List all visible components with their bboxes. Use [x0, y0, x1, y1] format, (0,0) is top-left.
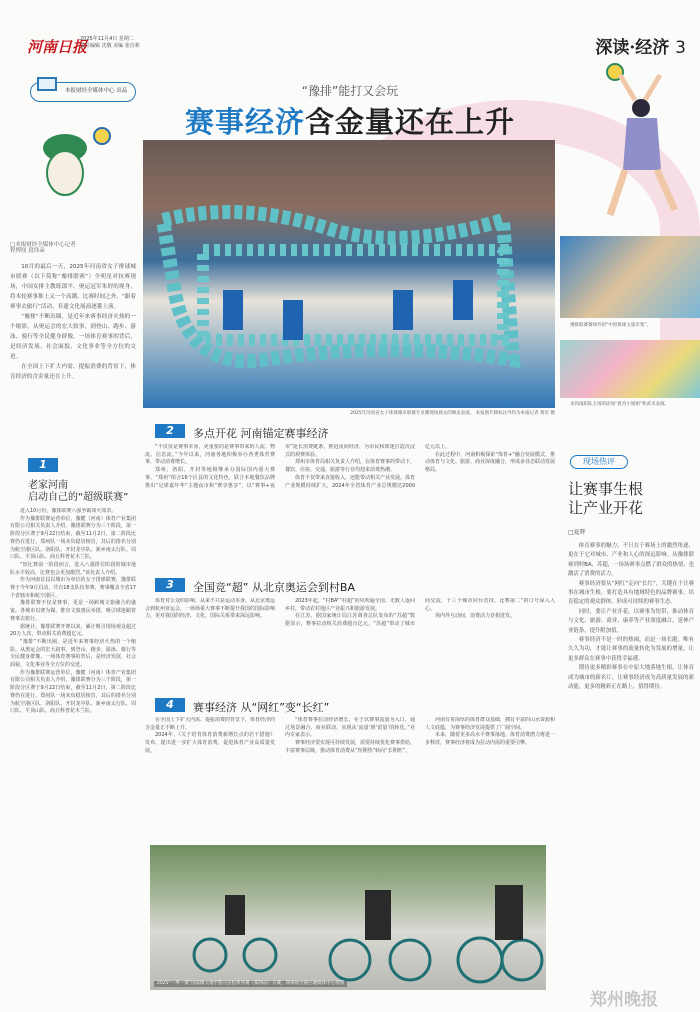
comment-heading [568, 480, 643, 518]
section-title [595, 33, 686, 58]
dragon-shape [143, 140, 555, 408]
section-1-badge: 1 [28, 458, 58, 472]
heading-line: 让产业开花 [568, 499, 644, 517]
paragraph: 在全国上下扩大内需、提振消费的背景下，体育经济的含金量还在上升。 [10, 364, 136, 380]
headline-blue: 赛事经济 [184, 105, 305, 139]
paragraph: 10月的最后一天，2025年河南省女子排球城市联赛（以下简称“豫排联赛”）全明星对抗赛现场，中国女排主教练郎平、奥运冠军朱婷的现身，将本轮赛事推上又一个高潮。比赛时间之外，“跟着赛事去旅行”活动、非遗文化展演逐番上演。 [10, 264, 136, 310]
paragraph: 2024年，《关于培育体育消费新增长点的若干措施》发布，提出进一步扩大体育消费，促进体育产业高质量发展。 [145, 732, 275, 754]
paragraph: 在此过程中，河南积极探索“体育+”融合发展模式，推动体育与文化、旅游、商业深度融合，形成多业态联动发展格局。 [425, 451, 555, 474]
editors: 责任编辑 沈敬 美编 张自莉 [80, 43, 140, 49]
paragraph: 河南有着深厚的体育群众基础，拥有丰富的山水资源和人文底蕴，为赛事经济发展提供了广阔空间。 [425, 717, 555, 731]
performance-photo [560, 340, 700, 398]
hot-comment-label: 现场热评 [570, 455, 628, 469]
paragraph: “不仅仅是赛事本身，更重要的是赛事带来的人流、物流、信息流。”今年以来，河南各地积极举办各类体育赛事，带动消费增长。 [145, 444, 275, 466]
paragraph: 场内外互动间，消费活力竞相迸发。 [435, 613, 516, 620]
subtitle: “豫排”能打又会玩 [301, 84, 399, 98]
paragraph: 体育不仅带来直接收入，还能带动相关产业发展。体育产业规模持续扩大，2024年全省体育产业总规模达2000亿元以上。 [285, 444, 451, 489]
paragraph: 未来，随着更多高水平赛事落地，体育消费潜力将进一步释放，赛事经济将成为拉动内需的重要引擎。 [425, 732, 555, 747]
paragraph: 在江苏，据国家统计局江苏调查总队发布的“苏超”数据显示，赛事拉动相关消费超百亿元，“苏超”带动了城市间交流，十三个城市同台竞技，比赛第二“的口号深入人心。 [285, 598, 555, 628]
paragraph: “体育赛事拉动经济增长，在于以赛事流量为入口，通过场景融合、商业联动，实现从‘流量’到‘留量’的转化。”业内专家表示。 [285, 717, 415, 739]
heading-line: 让赛事生根 [568, 480, 644, 498]
paragraph: 郑州市体育局相关负责人介绍，在体育赛事的带动下，餐饮、住宿、交通、旅游等行业均迎来消费热潮。 [285, 459, 416, 474]
masthead-info [80, 36, 140, 50]
section-4-text [145, 717, 555, 842]
newspaper-logo: 河南日报 [27, 38, 88, 56]
paragraph: 体育对公众的影响，从来不只是运动本身。从北京奥运会到杭州亚运会，一场场重大赛事不断提升我国的国际影响力，更对我国的经济、文化、国际关系带来深远影响。 [145, 598, 276, 620]
paragraph: “豫排”不断出圈，是近年来赛事经济火热的一个缩影。从奥运会的宏大叙事，到登山、跑步、游泳、骑行等全民健身群像，一场体育赛事的背后，是经济发展、社会面貌、文化事业等全方位的交迸。 [10, 638, 136, 669]
section-2-badge: 2 [155, 424, 185, 438]
photo1-caption: 豫排联赛赛场外的“中原排球文旅市集”。 [570, 323, 652, 328]
paragraph: 豫排联赛不仅是赛事，更是一场跨城文旅融合的盛宴。各城市以赛为媒，推出文旅惠民举措，吸引球迷跟着赛事去旅行。 [10, 600, 136, 622]
section-4-heading: 赛事经济 从“网红”变“长红” [193, 701, 330, 714]
paragraph: 进入10月份，豫排联赛八强争霸如火如荼。 [20, 508, 117, 514]
section-3-badge: 3 [155, 578, 185, 592]
comment-text [568, 542, 694, 982]
byline [10, 242, 76, 254]
intro-text [10, 262, 136, 447]
paragraph: 作为河南首届以城市为单位的女子排球联赛，豫排联赛于今年9月启动，共有18支队伍参赛，赛事覆盖全省17个省辖市和航空港区。 [10, 577, 136, 599]
comment-author: □夏辉 [568, 529, 586, 536]
photo2-caption: 来到南阳队主场的添加“唐宫小姐姐”和武术表演。 [570, 402, 670, 407]
section-1-text [10, 508, 136, 996]
paragraph: “短比赛前一阶段而言，进入八强排位阶段的城市地队水平较高，比赛也会更加激烈。”该负责人介绍。 [10, 561, 136, 576]
paragraph: 2023年起，“村BA”“村超”的风吹遍全国。无数人返回乡村，带动农村地区产业振兴和旅游发展。 [285, 598, 415, 612]
bike-photo-caption: 2025“一季一赛”国家级大地半程马拉松系列赛（郑州站）开赛。郑州航空港区融媒体中心供图 [154, 981, 347, 987]
issue-date: 2025年11月4日 星期二 [80, 36, 134, 42]
section-2-heading: 多点开花 河南锚定赛事经济 [193, 427, 329, 440]
section-2-text [145, 444, 555, 566]
section-4-badge: 4 [155, 698, 185, 712]
watermark: 郑州晚报 [590, 990, 658, 1010]
paragraph: 据统计，豫排联赛开赛以来，累计吸引现场观众超过20万人次，带动相关消费超亿元。 [10, 623, 136, 638]
paragraph: 在全国上下扩大内需、提振消费的背景下，体育经济的含金量正不断上升。 [145, 717, 276, 731]
heading-line: 启动自己的“超级联赛” [28, 492, 129, 503]
producer-label: 本报财经全媒体中心 出品 [65, 88, 128, 94]
heading-line: 老家河南 [28, 480, 68, 491]
page-number: 3 [675, 38, 686, 58]
headline-black: 含金量还在上升 [305, 105, 516, 139]
byline-names: 程博厘 段伟朵 [10, 248, 45, 254]
cyclists-shape [150, 845, 546, 990]
paragraph: 赛事经济要实现可持续发展，需要持续优化赛事供给，丰富赛事层级，推动体育消费从“短期热”转向“长期旺”。 [285, 740, 416, 754]
section-3-text [145, 598, 555, 684]
section-name: 深读·经济 [595, 38, 670, 58]
paragraph: 体育赛事的魅力，不只在于赛场上的激烈角逐，更在于它对城市、产业和人心的深远影响。从豫排联赛到村BA、苏超，一场场赛事点燃了群众的热情，也激活了消费的活力。 [568, 543, 694, 578]
byline-org: □本报财经全媒体中心记者 [10, 242, 76, 248]
paragraph: 作为豫排联赛运营单位，豫健（河南）体育产业集团有限公司相关负责人介绍，豫排联赛分为三个阶段，第一阶段分区赛于9月22日结束，截至11月2日，第二阶段比赛仍在进行，郑州队一场未负稳居榜首，其后的排名分别为航空港区队、洛阳队、开封龙亭队、新乡南太行队、周口队、平顶山队、商丘科普花木兰队。 [10, 669, 136, 715]
paragraph: 赛事经济不是一时的热闹，而是一场长跑。唯有久久为功，才能让赛事的流量转化为发展的增量，让更多群众在赛事中获得幸福感。 [568, 637, 694, 662]
market-photo [560, 236, 700, 318]
paragraph: 期待更多精彩赛事在中原大地落地生根，让体育成为城市的新名片，让赛事经济成为高质量发展的新动能，更多的精彩正在路上，值得期待。 [568, 665, 694, 691]
main-photo-caption: 2025年河南省女子排球城市联赛专业赛现场观众的舞龙表演。 本报图片除标注外均为本报记者 黄军 摄 [350, 411, 555, 416]
mascot-illustration [30, 118, 130, 208]
paragraph: 同时，要让产业开花。以赛事为纽带，推动体育与文化、旅游、商业、康养等产业深度融合，延伸产业链条，提升附加值。 [568, 608, 694, 634]
paragraph: 郑州、洛阳、开封等地相继承办国际国内重大赛事，“郑州”组合16个区县的文化特色，联合本地餐饮品牌推出“足球嘉年华”主题夜市和“赛享惠享”，以“赛事+夜市”延长消费链条，推进夜间经济，为市民和球迷打造沉浸式的观赛体验。 [145, 444, 415, 489]
section-3-heading: 全国竞“超” 从北京奥运会到村BA [193, 581, 355, 594]
section-1-heading [28, 480, 128, 504]
paragraph: “豫排”不断出圈，是近年来赛事经济火热的一个缩影。从奥运会的宏大叙事，到登山、跑步、游泳、骑行等全民健身群像，一场体育赛事的背后，是经济发展、社会面貌、文化事业等全方位的交迸。 [10, 314, 136, 360]
paragraph: 作为豫排联赛运营单位，豫健（河南）体育产业集团有限公司相关负责人介绍，豫排联赛分为三个阶段，第一阶段分区赛于9月22日结束，截至11月2日，第二阶段比赛仍在进行，郑州队一场未负稳居榜首，其后的排名分别为航空港区队、洛阳队、开封龙亭队、新乡南太行队、周口队、平顶山队、商丘科普花木兰队。 [10, 515, 136, 561]
cycling-race-photo [150, 845, 546, 990]
dragon-dance-photo [143, 140, 555, 408]
paragraph: 赛事经济要从“网红”走向“长红”，关键在于让赛事在城市生根。要打造具有地域特色的品牌赛事，培育稳定的观众群体，形成可持续的赛事生态。 [568, 580, 694, 606]
